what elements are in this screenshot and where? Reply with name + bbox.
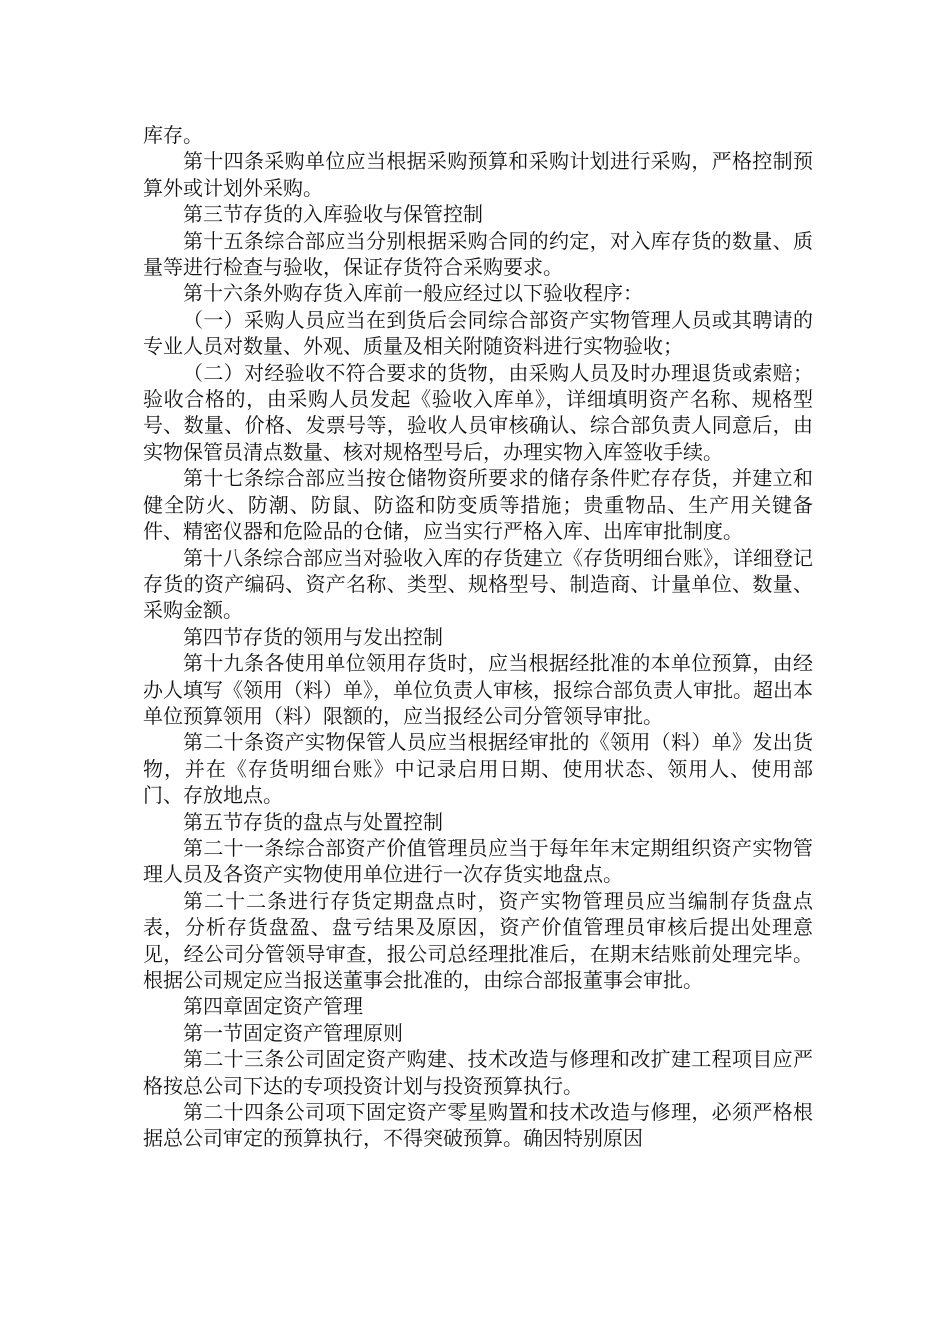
section-1-heading: 第一节固定资产管理原则 bbox=[183, 1020, 403, 1045]
article-16-item-1: （一）采购人员应当在到货后会同综合部资产实物管理人员或其聘请的专业人员对数量、外观、质量及相关附随资料进行实物验收； bbox=[143, 307, 813, 359]
section-5-heading: 第五节存货的盘点与处置控制 bbox=[183, 809, 443, 834]
article-17: 第十七条综合部应当按仓储物资所要求的储存条件贮存存货，并建立和健全防火、防潮、防鼠、防盗和防变质等措施；贵重物品、生产用关键备件、精密仪器和危险品的仓储，应当实行严格入库、出库审批制度。 bbox=[143, 466, 813, 544]
article-20: 第二十条资产实物保管人员应当根据经审批的《领用（料）单》发出货物，并在《存货明细台账》中记录启用日期、使用状态、领用人、使用部门、存放地点。 bbox=[143, 730, 813, 808]
article-24: 第二十四条公司项下固定资产零星购置和技术改造与修理，必须严格根据总公司审定的预算执行，不得突破预算。确因特别原因 bbox=[143, 1100, 813, 1151]
article-19: 第十九条各使用单位领用存货时，应当根据经批准的本单位预算，由经办人填写《领用（料）单》，单位负责人审核，报综合部负责人审批。超出本单位预算领用（料）限额的，应当报经公司分管领导审批。 bbox=[143, 651, 813, 728]
document-body bbox=[143, 122, 813, 1152]
chapter-4-heading: 第四章固定资产管理 bbox=[183, 994, 363, 1019]
paragraph-continuation: 库存。 bbox=[143, 123, 203, 147]
article-16: 第十六条外购存货入库前一般应经过以下验收程序： bbox=[183, 281, 643, 306]
section-3-heading: 第三节存货的入库验收与保管控制 bbox=[183, 202, 483, 227]
article-22: 第二十二条进行存货定期盘点时，资产实物管理员应当编制存货盘点表，分析存货盘盈、盘亏结果及原因，资产价值管理员审核后提出处理意见，经公司分管领导审查，报公司总经理批准后，在期末结账前处理完毕。根据公司规定应当报送董事会批准的，由综合部报董事会审批。 bbox=[143, 888, 813, 992]
article-18: 第十八条综合部应当对验收入库的存货建立《存货明细台账》，详细登记存货的资产编码、资产名称、类型、规格型号、制造商、计量单位、数量、采购金额。 bbox=[143, 545, 813, 623]
article-15: 第十五条综合部应当分别根据采购合同的约定，对入库存货的数量、质量等进行检查与验收，保证存货符合采购要求。 bbox=[143, 228, 813, 280]
section-4-heading: 第四节存货的领用与发出控制 bbox=[183, 624, 443, 649]
article-14: 第十四条采购单位应当根据采购预算和采购计划进行采购，严格控制预算外或计划外采购。 bbox=[143, 149, 813, 200]
article-16-item-2: （二）对经验收不符合要求的货物，由采购人员及时办理退货或索赔；验收合格的，由采购人员发起《验收入库单》，详细填明资产名称、规格型号、数量、价格、发票号等，验收人员审核确认、综合部负责人同意后，由实物保管员清点数量、核对规格型号后，办理实物入库签收手续。 bbox=[143, 360, 813, 464]
article-23: 第二十三条公司固定资产购建、技术改造与修理和改扩建工程项目应严格按总公司下达的专项投资计划与投资预算执行。 bbox=[143, 1047, 813, 1098]
article-21: 第二十一条综合部资产价值管理员应当于每年年末定期组织资产实物管理人员及各资产实物使用单位进行一次存货实地盘点。 bbox=[143, 835, 813, 887]
